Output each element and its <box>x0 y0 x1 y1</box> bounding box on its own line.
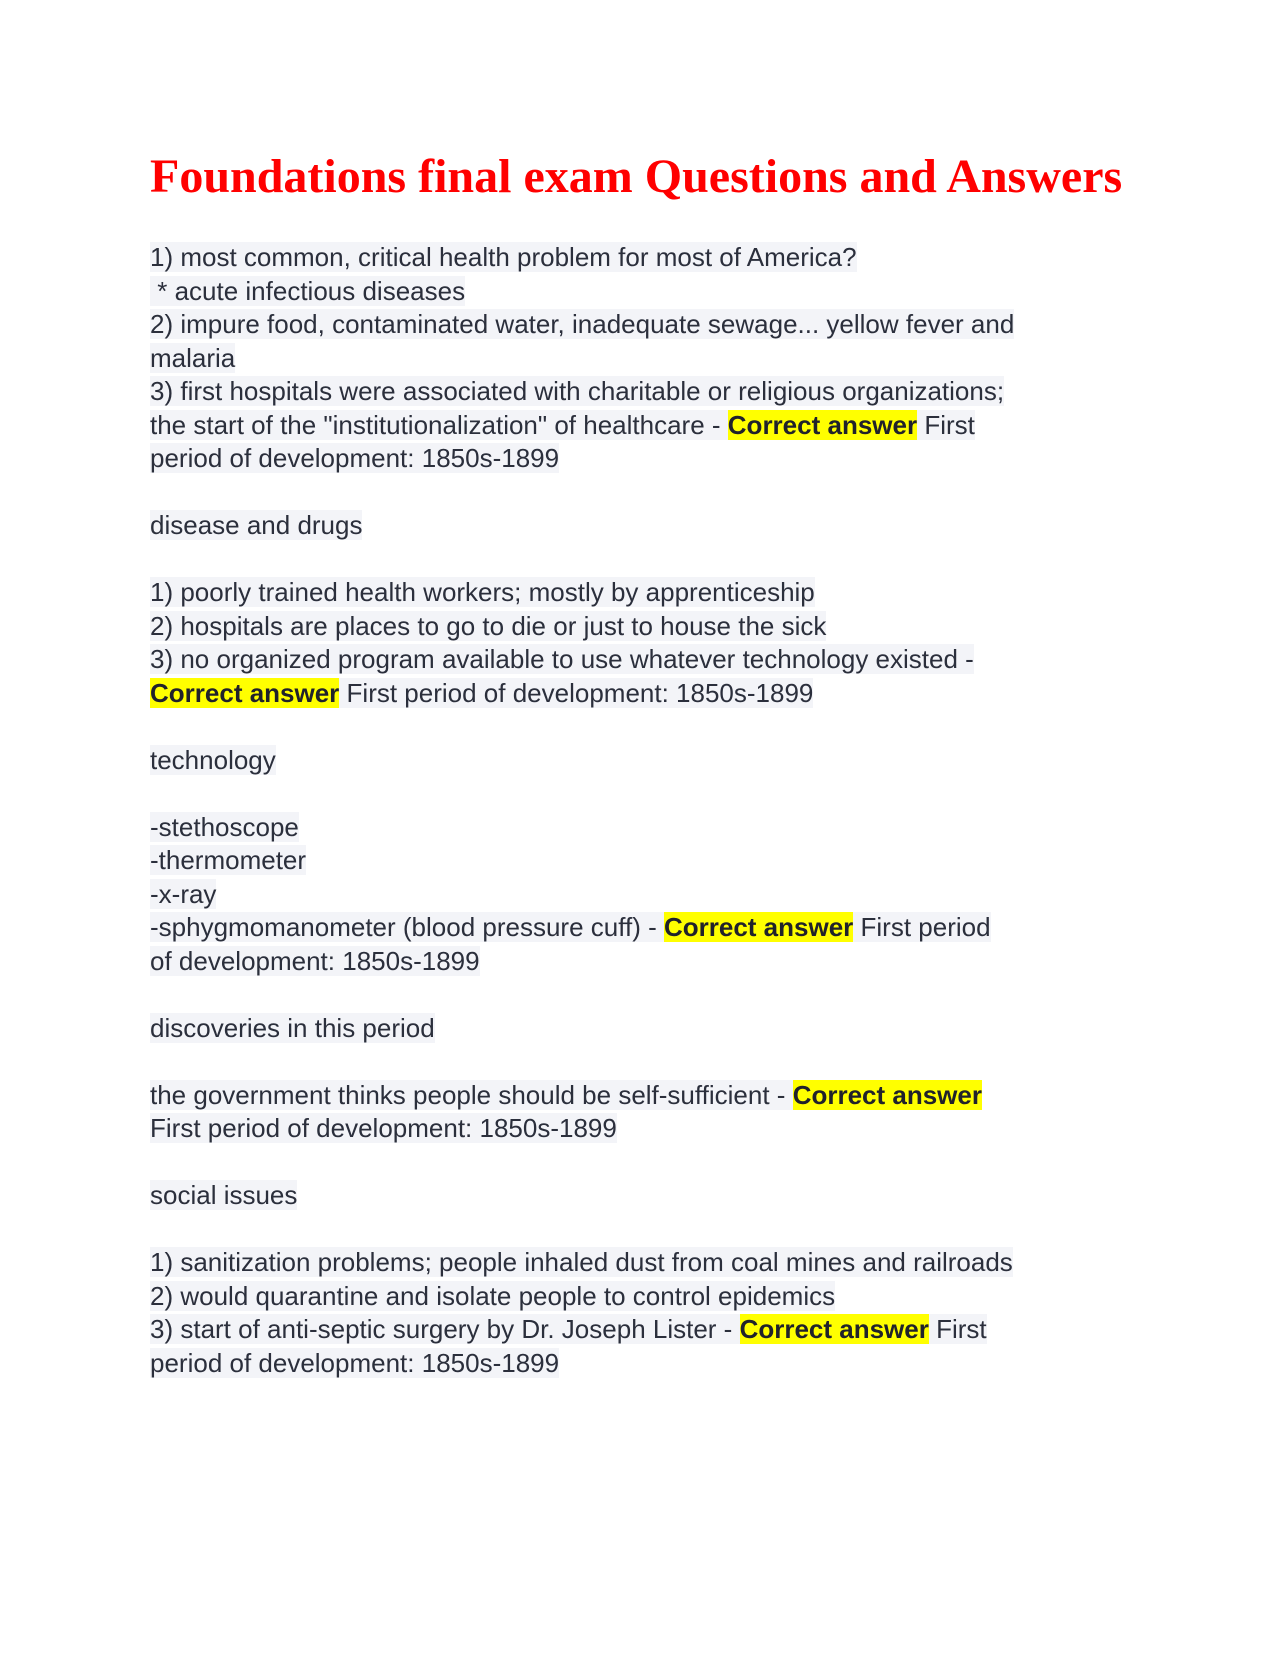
answer-continuation-text: First period of development: 1850s-1899 <box>150 1113 617 1143</box>
section-label <box>150 509 1140 543</box>
correct-answer-marker: Correct answer <box>150 677 340 708</box>
entry-line <box>150 275 1140 309</box>
answer-continuation <box>150 1112 1140 1146</box>
section-label-line <box>150 509 1140 543</box>
entry-line <box>150 576 1140 610</box>
document-body <box>150 241 1140 1380</box>
section-label-text: social issues <box>150 1180 298 1210</box>
answer-continuation-text: period of development: 1850s-1899 <box>150 1347 560 1378</box>
entry-line-text: 3) no organized program available to use whatever technology existed - <box>150 644 974 674</box>
section-label-line <box>150 1012 1140 1046</box>
entry-line-text: 1) sanitization problems; people inhaled dust from coal mines and railroads <box>150 1247 1013 1277</box>
section-label <box>150 1179 1140 1213</box>
paragraph-gap <box>150 1146 1140 1180</box>
entry-line-text: 1) poorly trained health workers; mostly by apprenticeship <box>150 577 815 607</box>
answer-line <box>150 911 1140 945</box>
entry-line-text: 2) impure food, contaminated water, inadequate sewage... yellow fever and <box>150 309 1015 339</box>
paragraph-gap <box>150 476 1140 510</box>
paragraph-gap <box>150 1045 1140 1079</box>
paragraph-gap <box>150 543 1140 577</box>
answer-line <box>150 677 1140 711</box>
entry-line <box>150 643 1140 677</box>
paragraph-gap <box>150 710 1140 744</box>
answer-prefix: the start of the "institutionalization" of healthcare - <box>150 409 728 440</box>
answer-line <box>150 409 1140 443</box>
answer-text: First period <box>853 912 991 942</box>
entry-line-text: -x-ray <box>150 878 217 909</box>
entry-line <box>150 375 1140 409</box>
entry-line-text: 2) hospitals are places to go to die or just to house the sick <box>150 610 827 641</box>
correct-answer-marker: Correct answer <box>663 912 854 942</box>
answer-continuation <box>150 1347 1140 1381</box>
entry-line <box>150 844 1140 878</box>
entry-line <box>150 241 1140 275</box>
answer-entry <box>150 811 1140 979</box>
section-label <box>150 1012 1140 1046</box>
correct-answer-marker: Correct answer <box>727 409 918 440</box>
answer-text: First period of development: 1850s-1899 <box>339 677 814 708</box>
section-label <box>150 744 1140 778</box>
entry-line <box>150 1246 1140 1280</box>
answer-text: First <box>917 409 975 440</box>
paragraph-gap <box>150 1213 1140 1247</box>
correct-answer-marker: Correct answer <box>792 1079 982 1110</box>
entry-line <box>150 811 1140 845</box>
answer-continuation <box>150 945 1140 979</box>
entry-line <box>150 1280 1140 1314</box>
entry-line-text: 1) most common, critical health problem for most of America? <box>150 242 857 272</box>
document-page <box>150 148 1140 1380</box>
answer-text: First <box>928 1314 987 1344</box>
entry-line <box>150 308 1140 342</box>
answer-line <box>150 1313 1140 1347</box>
document-title: Foundations final exam Questions and Answers <box>150 150 1123 203</box>
answer-continuation-text: period of development: 1850s-1899 <box>150 443 560 473</box>
entry-line-text: 2) would quarantine and isolate people to control epidemics <box>150 1280 836 1311</box>
answer-entry <box>150 576 1140 710</box>
paragraph-gap <box>150 777 1140 811</box>
entry-line <box>150 878 1140 912</box>
answer-prefix: 3) start of anti-septic surgery by Dr. Joseph Lister - <box>150 1314 740 1344</box>
entry-line-text: -stethoscope <box>150 811 299 842</box>
entry-line-text: -thermometer <box>150 845 307 875</box>
paragraph-gap <box>150 978 1140 1012</box>
answer-continuation-text: of development: 1850s-1899 <box>150 945 480 976</box>
section-label-text: discoveries in this period <box>150 1012 435 1043</box>
answer-continuation <box>150 442 1140 476</box>
correct-answer-marker: Correct answer <box>739 1314 929 1344</box>
entry-line-text: malaria <box>150 342 236 373</box>
section-label-text: technology <box>150 744 276 775</box>
entry-line-text: 3) first hospitals were associated with charitable or religious organizations; <box>150 376 1005 406</box>
answer-entry <box>150 241 1140 476</box>
section-label-text: disease and drugs <box>150 510 363 540</box>
section-label-line <box>150 744 1140 778</box>
answer-line <box>150 1079 1140 1113</box>
answer-prefix: the government thinks people should be self-sufficient - <box>150 1079 793 1110</box>
section-label-line <box>150 1179 1140 1213</box>
answer-entry <box>150 1079 1140 1146</box>
answer-prefix: -sphygmomanometer (blood pressure cuff) - <box>150 912 664 942</box>
entry-line-text: * acute infectious diseases <box>150 275 466 306</box>
answer-entry <box>150 1246 1140 1380</box>
entry-line <box>150 610 1140 644</box>
entry-line <box>150 342 1140 376</box>
